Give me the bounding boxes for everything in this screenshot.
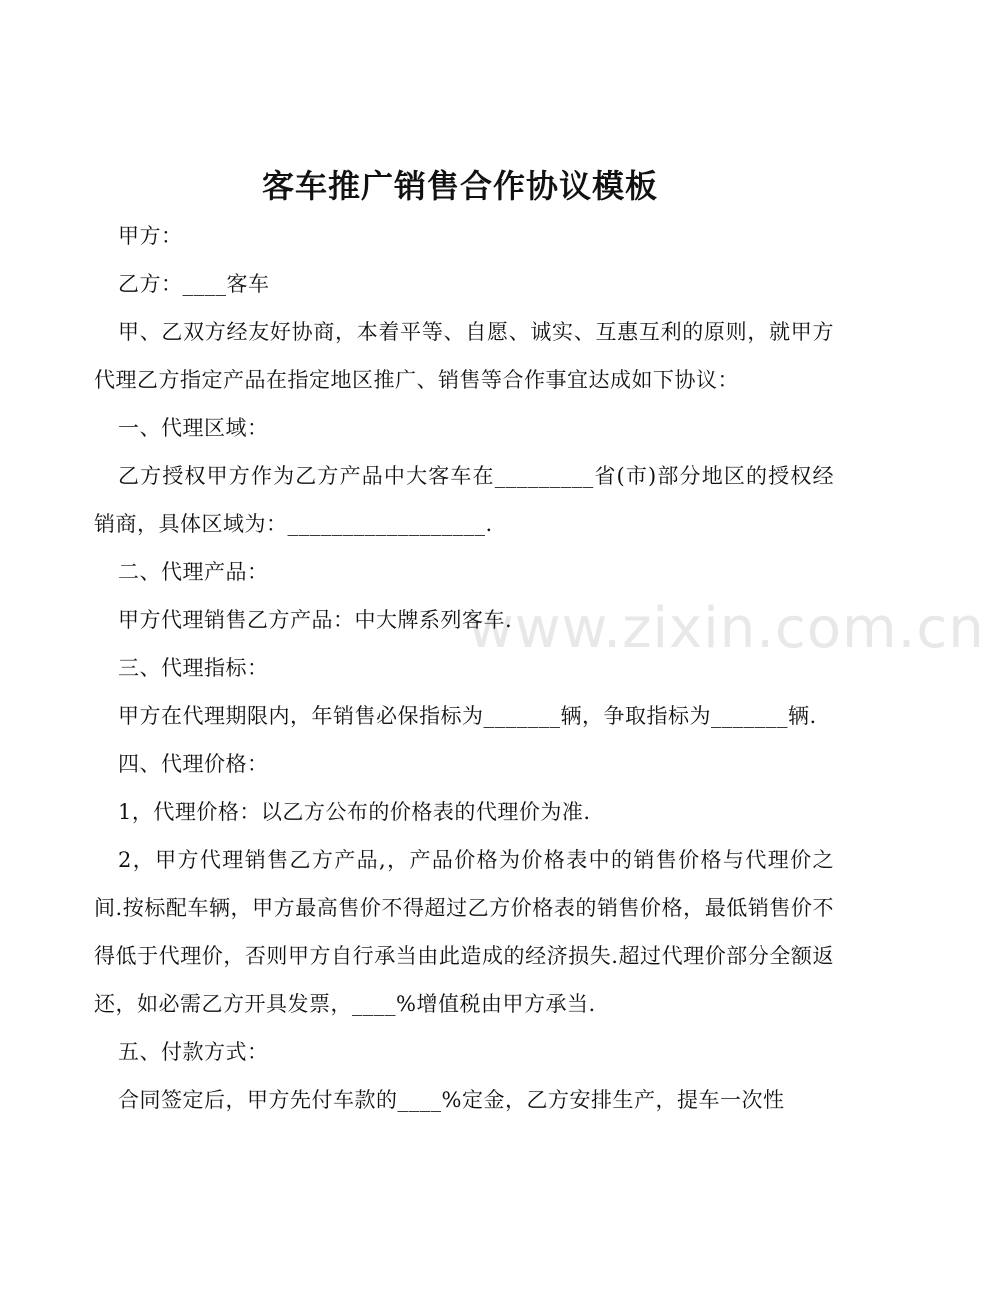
payment-method-paragraph: 合同签定后，甲方先付车款的____%定金，乙方安排生产，提车一次性	[118, 1088, 785, 1112]
section-heading-payment-method: 五、付款方式：	[118, 1040, 269, 1064]
section-heading-agency-targets: 三、代理指标：	[118, 656, 269, 680]
document-body	[94, 212, 834, 1124]
agency-price-item-2: 2，甲方代理销售乙方产品,，产品价格为价格表中的销售价格与代理价之间.按标配车辆，甲方最高售价不得超过乙方价格表的销售价格，最低销售价不得低于代理价，否则甲方自行承当由此造成的经济损失.超过代理价部分全额返还，如必需乙方开具发票，____%增值税由甲方承当.	[94, 848, 834, 1016]
preamble-paragraph: 甲、乙双方经友好协商，本着平等、自愿、诚实、互惠互利的原则，就甲方代理乙方指定产品在指定地区推广、销售等合作事宜达成如下协议：	[94, 320, 834, 392]
party-b-line: 乙方：____客车	[118, 272, 270, 296]
section-heading-agency-price: 四、代理价格：	[118, 752, 269, 776]
party-a-line: 甲方：	[118, 224, 183, 248]
agency-targets-paragraph: 甲方在代理期限内，年销售必保指标为_______辆，争取指标为_______辆.	[118, 704, 817, 728]
section-heading-agency-products: 二、代理产品：	[118, 560, 269, 584]
agency-price-item-1: 1，代理价格：以乙方公布的价格表的代理价为准.	[118, 800, 591, 824]
watermark: www.zixin.com.cn	[468, 596, 985, 661]
document-title: 客车推广销售合作协议模板	[261, 167, 658, 205]
agency-products-paragraph: 甲方代理销售乙方产品：中大牌系列客车.	[118, 608, 513, 632]
section-heading-agency-area: 一、代理区域：	[118, 416, 269, 440]
agency-area-paragraph: 乙方授权甲方作为乙方产品中大客车在_________省(市)部分地区的授权经销商，具体区域为：__________________.	[94, 464, 834, 536]
